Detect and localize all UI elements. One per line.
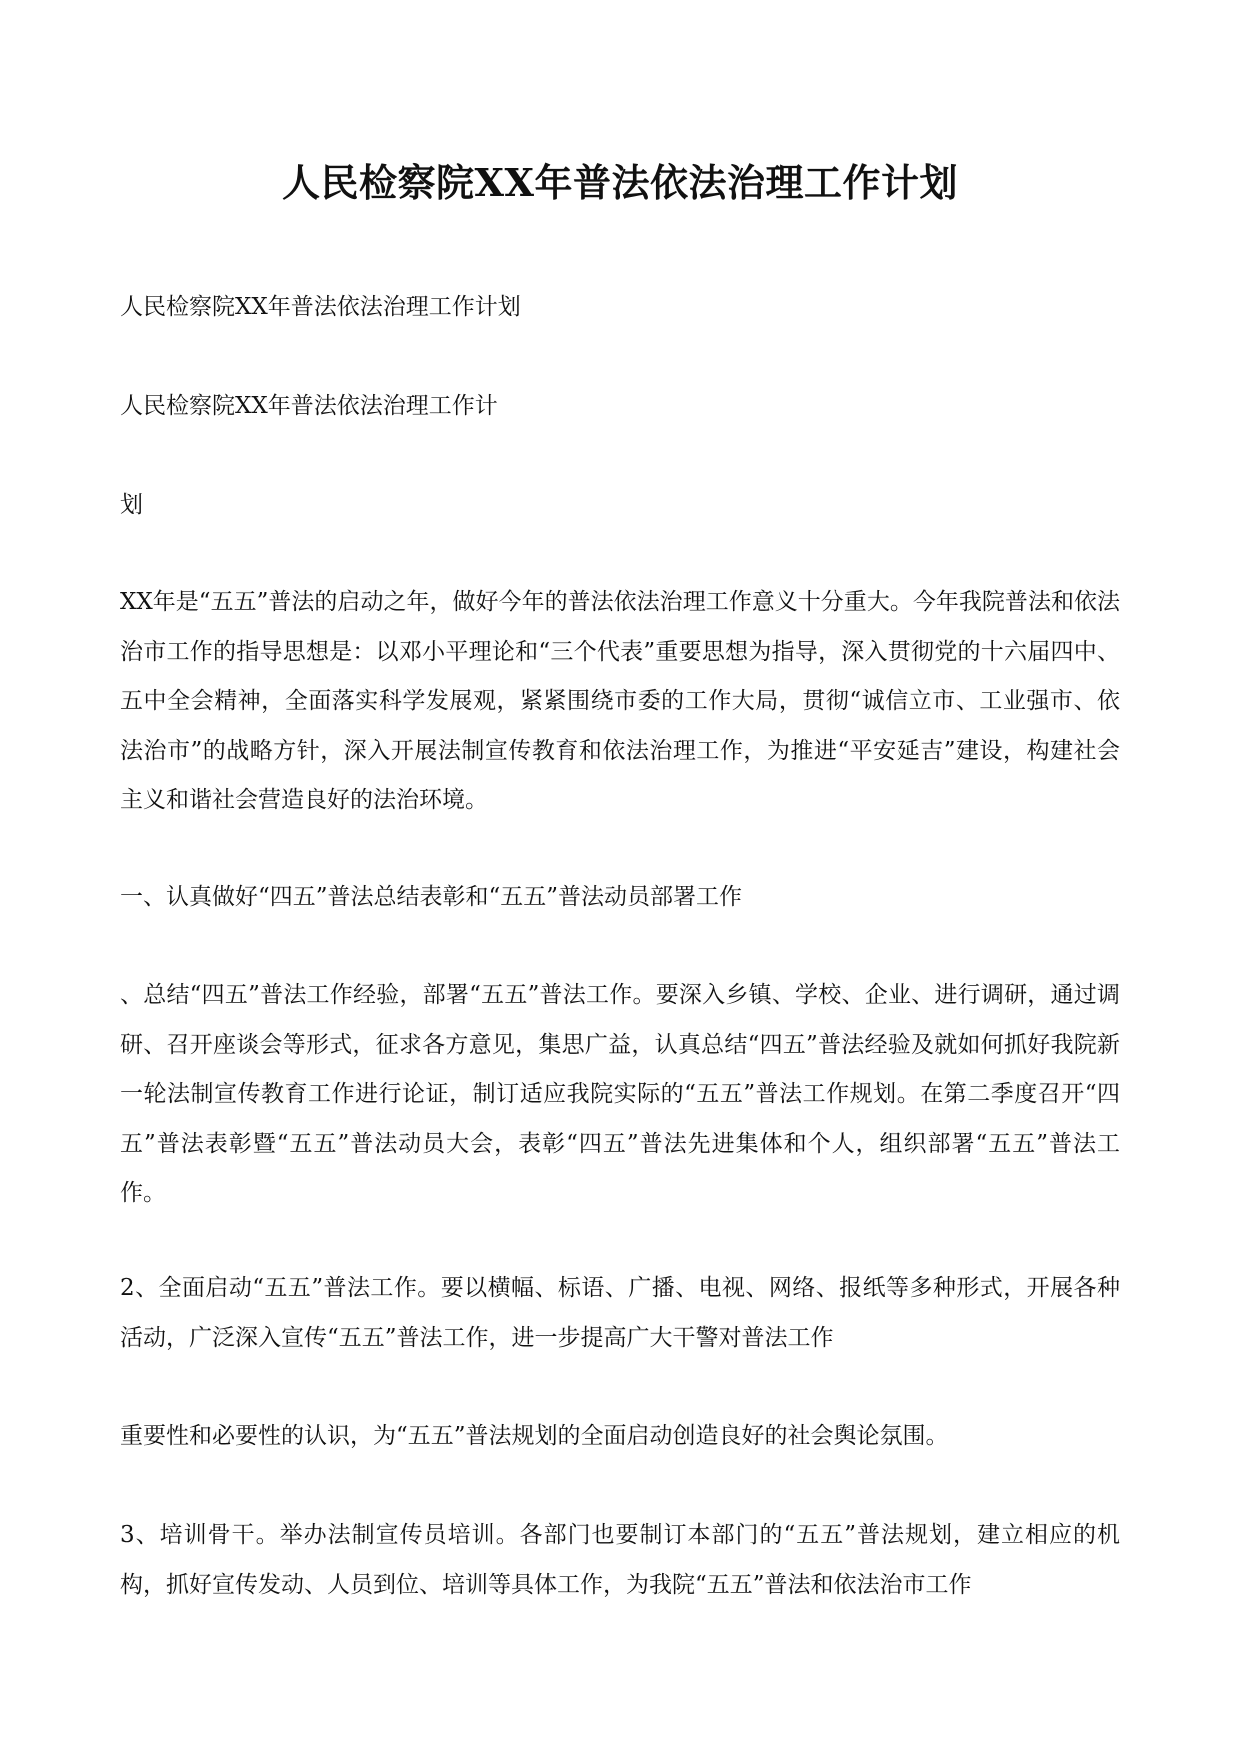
paragraph-item-3: 3、培训骨干。举办法制宣传员培训。各部门也要制订本部门的“五五”普法规划，建立相应的机构，抓好宣传发动、人员到位、培训等具体工作，为我院“五五”普法和依法治市工作	[120, 1522, 1120, 1598]
paragraph-item-1: 、总结“四五”普法工作经验，部署“五五”普法工作。要深入乡镇、学校、企业、进行调研，通过调研、召开座谈会等形式，征求各方意见，集思广益，认真总结“四五”普法经验及就如何抓好我院新一轮法制宣传教育工作进行论证，制订适应我院实际的“五五”普法工作规划。在第二季度召开“四五”普法表彰暨“五五”普法动员大会，表彰“四五”普法先进集体和个人，组织部署“五五”普法工作。	[120, 982, 1120, 1206]
paragraph-item-2-continuation: 重要性和必要性的认识，为“五五”普法规划的全面启动创造良好的社会舆论氛围。	[120, 1423, 949, 1449]
paragraph-subtitle: 人民检察院XX年普法依法治理工作计划	[120, 294, 521, 320]
document-title: 人民检察院XX年普法依法治理工作计划	[282, 160, 958, 205]
paragraph-subtitle-repeat: 人民检察院XX年普法依法治理工作计	[120, 393, 498, 419]
paragraph-item-2: 2、全面启动“五五”普法工作。要以横幅、标语、广播、电视、网络、报纸等多种形式，开展各种活动，广泛深入宣传“五五”普法工作，进一步提高广大干警对普法工作	[120, 1275, 1120, 1351]
paragraph-subtitle-continuation: 划	[120, 492, 143, 518]
section-heading-one: 一、认真做好“四五”普法总结表彰和“五五”普法动员部署工作	[120, 884, 743, 910]
paragraph-guiding-ideology: XX年是“五五”普法的启动之年，做好今年的普法依法治理工作意义十分重大。今年我院普法和依法治市工作的指导思想是：以邓小平理论和“三个代表”重要思想为指导，深入贯彻党的十六届四中、五中全会精神，全面落实科学发展观，紧紧围绕市委的工作大局，贯彻“诚信立市、工业强市、依法治市”的战略方针，深入开展法制宣传教育和依法治理工作，为推进“平安延吉”建设，构建社会主义和谐社会营造良好的法治环境。	[120, 589, 1120, 813]
